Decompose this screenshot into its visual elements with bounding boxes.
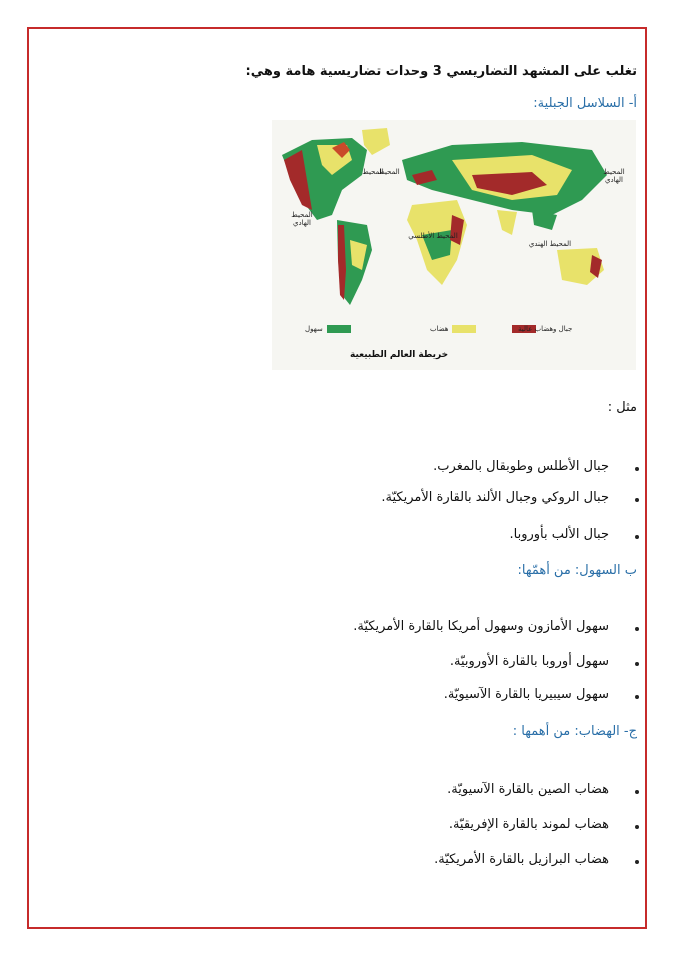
list-item: سهول الأمازون وسهول أمريكا بالقارة الأمريكيّة. bbox=[353, 619, 609, 634]
list-item: سهول أوروبا بالقارة الأوروبيّة. bbox=[449, 654, 609, 669]
list-item: جبال الأطلس وطوبقال بالمغرب. bbox=[433, 459, 609, 474]
map-ocean-label: المحيط bbox=[362, 168, 384, 176]
bullet-icon bbox=[635, 860, 639, 864]
legend-label: هضاب bbox=[430, 325, 449, 333]
heading-plains: ب السهول: من أهمّها: bbox=[517, 563, 637, 578]
heading-plateaus: ج- الهضاب: من أهمها : bbox=[512, 724, 637, 739]
bullet-icon bbox=[635, 498, 639, 502]
map-ocean-label: المحيط الهندي bbox=[528, 240, 572, 248]
map-ocean-label: المحيط الهادي bbox=[291, 211, 313, 227]
bullet-icon bbox=[635, 825, 639, 829]
world-physical-map bbox=[272, 120, 636, 370]
bullet-icon bbox=[635, 467, 639, 471]
map-ocean-label: المحيط bbox=[378, 168, 400, 176]
list-item: سهول سيبيريا بالقارة الآسيويّة. bbox=[443, 687, 609, 702]
map-ocean-label: المحيط الهادي bbox=[603, 168, 625, 184]
bullet-icon bbox=[635, 535, 639, 539]
list-item: هضاب البرازيل بالقارة الأمريكيّة. bbox=[434, 852, 609, 867]
bullet-icon bbox=[635, 790, 639, 794]
bullet-icon bbox=[635, 627, 639, 631]
intro-text: تغلب على المشهد التضاريسي 3 وحدات تضاريسية هامة وهي: bbox=[245, 64, 637, 79]
list-item: هضاب لموند بالقارة الإفريقيّة. bbox=[448, 817, 609, 832]
legend-label: جبال وهضاب عالية bbox=[518, 325, 573, 333]
legend-label: سهول bbox=[305, 325, 323, 333]
bullet-icon bbox=[635, 695, 639, 699]
list-item: جبال الألب بأوروبا. bbox=[509, 527, 609, 542]
list-item: جبال الروكي وجبال الألند بالقارة الأمريكيّة. bbox=[381, 490, 609, 505]
map-ocean-label: المحيط الأطلسي bbox=[408, 232, 458, 240]
map-caption: خريطة العالم الطبيعية bbox=[350, 350, 449, 360]
heading-mountains: أ- السلاسل الجبلية: bbox=[533, 96, 637, 111]
list-item: هضاب الصين بالقارة الآسيويّة. bbox=[447, 782, 609, 797]
example-label: مثل : bbox=[607, 400, 637, 415]
bullet-icon bbox=[635, 662, 639, 666]
map-illustration bbox=[272, 120, 636, 370]
